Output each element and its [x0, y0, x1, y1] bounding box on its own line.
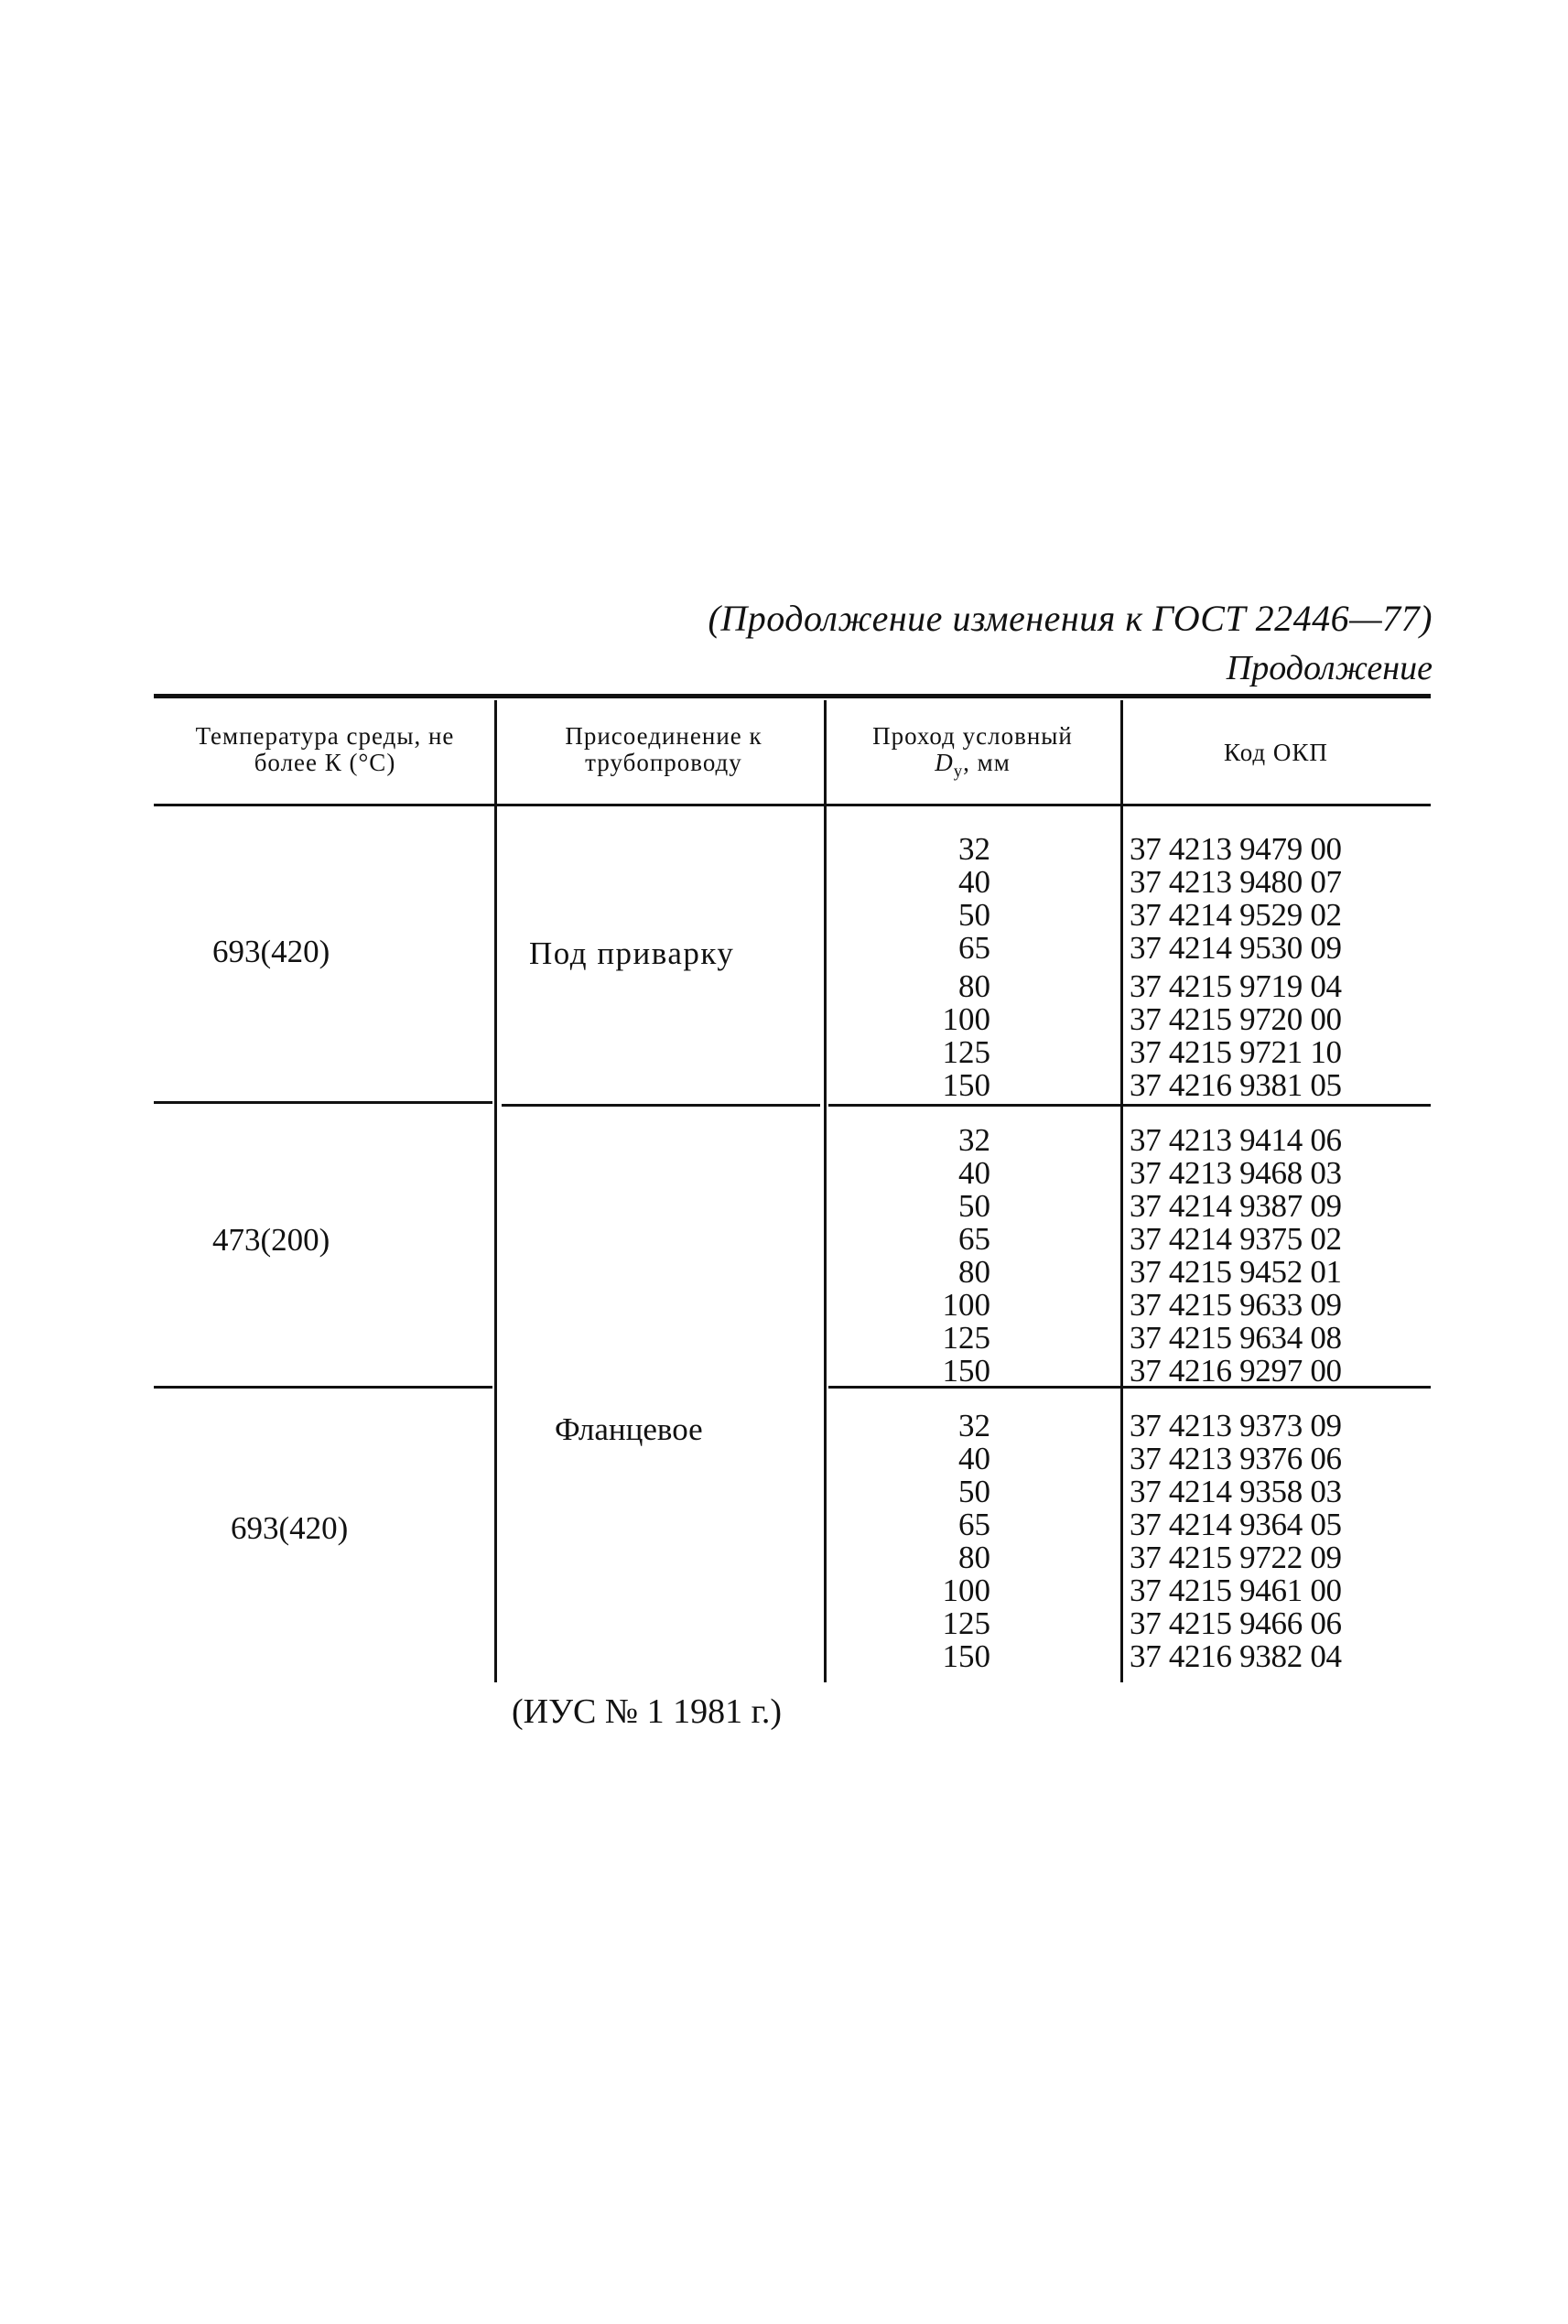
okp-code: 37 4213 9480 07 [1130, 864, 1342, 900]
header-connection: Присоединение к трубопроводу [565, 722, 762, 776]
diameter-value: 32 [958, 1122, 990, 1158]
diameter-value: 150 [942, 1067, 990, 1103]
diameter-subscript: у [953, 762, 964, 782]
diameter-value: 50 [958, 1474, 990, 1509]
group1-connection: Под приварку [529, 935, 735, 971]
okp-code: 37 4215 9633 09 [1130, 1287, 1342, 1323]
diameter-value: 100 [942, 1287, 990, 1323]
okp-code: 37 4215 9722 09 [1130, 1540, 1342, 1575]
diameter-value: 80 [958, 968, 990, 1004]
diameter-value: 100 [942, 1573, 990, 1608]
diameter-value: 65 [958, 1221, 990, 1257]
diameter-value: 65 [958, 1507, 990, 1542]
column-divider-1 [494, 700, 497, 1682]
diameter-symbol: D [935, 749, 954, 776]
okp-code: 37 4214 9358 03 [1130, 1474, 1342, 1509]
header-diameter-line2 [833, 750, 1112, 784]
okp-code: 37 4216 9297 00 [1130, 1353, 1342, 1389]
group3-temperature: 693(420) [231, 1510, 349, 1546]
document-title: (Продолжение изменения к ГОСТ 22446—77) [708, 598, 1433, 639]
group2-connection: Фланцевое [555, 1411, 703, 1447]
diameter-value: 125 [942, 1034, 990, 1070]
diameter-value: 50 [958, 1188, 990, 1224]
diameter-value: 100 [942, 1001, 990, 1037]
okp-code: 37 4215 9634 08 [1130, 1320, 1342, 1356]
header-diameter [833, 723, 1112, 784]
okp-code: 37 4213 9376 06 [1130, 1441, 1342, 1476]
continuation-label: Продолжение [1226, 649, 1433, 687]
okp-code: 37 4215 9720 00 [1130, 1001, 1342, 1037]
header-code: Код ОКП [1224, 739, 1328, 766]
okp-code: 37 4214 9529 02 [1130, 897, 1342, 933]
group2-temp-rule [154, 1386, 492, 1389]
diameter-value: 125 [942, 1320, 990, 1356]
diameter-value: 40 [958, 1441, 990, 1476]
okp-code: 37 4214 9530 09 [1130, 930, 1342, 966]
okp-code: 37 4214 9387 09 [1130, 1188, 1342, 1224]
footer-reference: (ИУС № 1 1981 г.) [511, 1692, 783, 1731]
diameter-value: 80 [958, 1254, 990, 1290]
okp-code: 37 4215 9719 04 [1130, 968, 1342, 1004]
okp-code: 37 4216 9381 05 [1130, 1067, 1342, 1103]
okp-code: 37 4216 9382 04 [1130, 1638, 1342, 1674]
diameter-value: 32 [958, 1408, 990, 1443]
column-divider-3 [1120, 700, 1123, 1682]
header-diameter-line1: Проход условный [872, 722, 1073, 750]
okp-code: 37 4214 9375 02 [1130, 1221, 1342, 1257]
diameter-value: 150 [942, 1353, 990, 1389]
diameter-value: 50 [958, 897, 990, 933]
diameter-value: 32 [958, 831, 990, 867]
group2-temperature: 473(200) [212, 1222, 330, 1258]
okp-code: 37 4215 9721 10 [1130, 1034, 1342, 1070]
okp-code: 37 4213 9468 03 [1130, 1155, 1342, 1191]
okp-code: 37 4215 9452 01 [1130, 1254, 1342, 1290]
diameter-unit: , мм [963, 749, 1011, 776]
okp-code: 37 4214 9364 05 [1130, 1507, 1342, 1542]
diameter-value: 150 [942, 1638, 990, 1674]
diameter-value: 40 [958, 864, 990, 900]
group1-code-rule [828, 1104, 1431, 1107]
okp-code: 37 4213 9414 06 [1130, 1122, 1342, 1158]
group1-conn-rule [502, 1104, 820, 1107]
group1-temperature: 693(420) [212, 934, 330, 969]
table-top-rule [154, 694, 1431, 698]
okp-code: 37 4213 9479 00 [1130, 831, 1342, 867]
diameter-value: 65 [958, 930, 990, 966]
okp-code: 37 4215 9461 00 [1130, 1573, 1342, 1608]
diameter-value: 40 [958, 1155, 990, 1191]
okp-code: 37 4215 9466 06 [1130, 1605, 1342, 1641]
diameter-value: 125 [942, 1605, 990, 1641]
header-temperature: Температура среды, не более К (°С) [195, 722, 455, 776]
diameter-value: 80 [958, 1540, 990, 1575]
group1-temp-rule [154, 1101, 492, 1104]
okp-code: 37 4213 9373 09 [1130, 1408, 1342, 1443]
column-divider-2 [824, 700, 827, 1682]
header-bottom-rule [154, 804, 1431, 806]
